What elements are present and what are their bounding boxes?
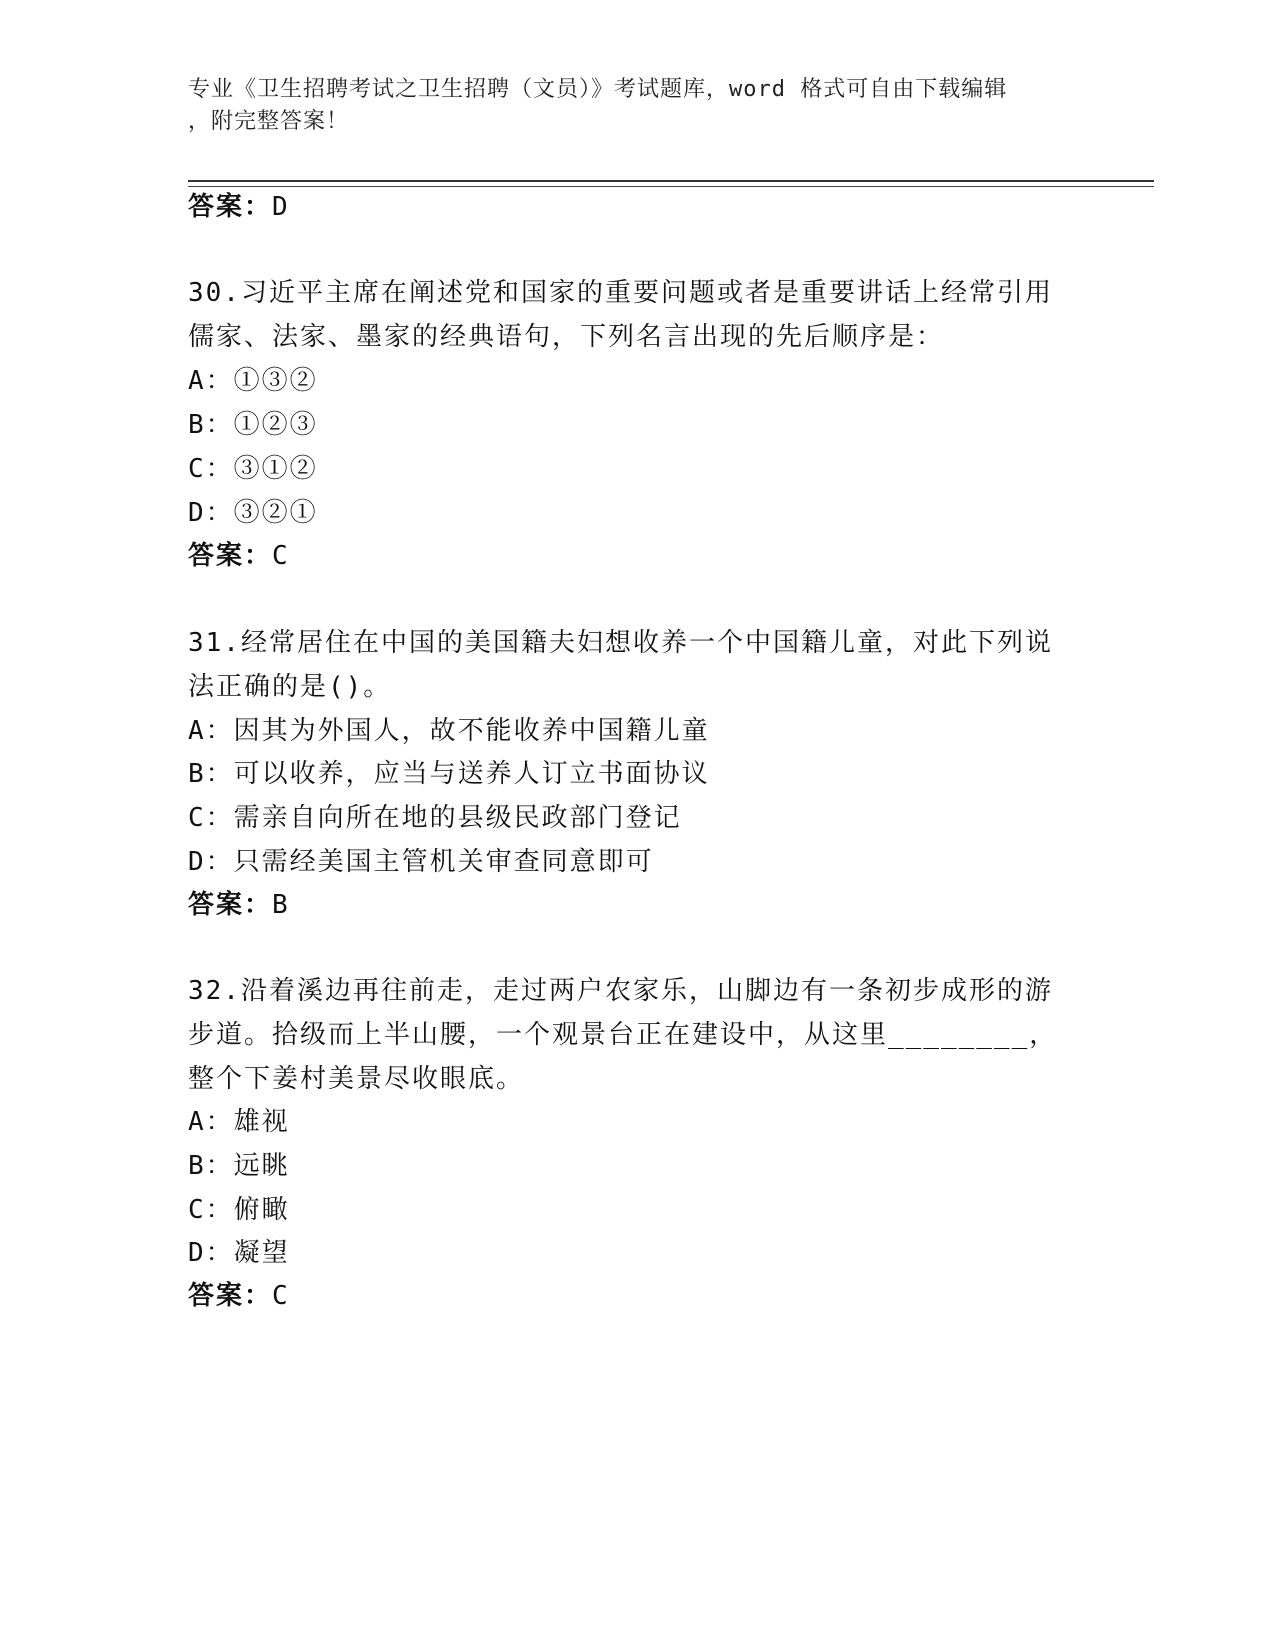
header-line-1: 专业《卫生招聘考试之卫生招聘（文员）》考试题库，word 格式可自由下载编辑 [188,77,1008,102]
answer-value: D [272,192,290,222]
option-a: A：因其为外国人，故不能收养中国籍儿童 [188,716,710,746]
option-c: C：③①② [188,454,318,484]
question-stem-line: 整个下姜村美景尽收眼底。 [188,1064,525,1094]
question-stem-line: 法正确的是()。 [188,672,392,702]
answer-line [188,884,290,921]
answer-line [188,535,290,572]
header-rule-thin [188,186,1154,187]
option-b: B：远眺 [188,1151,290,1181]
option-b: B：可以收养，应当与送养人订立书面协议 [188,759,710,789]
page-header [188,74,1068,138]
option-a: A：雄视 [188,1107,290,1137]
option-c: C：俯瞰 [188,1195,290,1225]
option-b: B：①②③ [188,410,318,440]
answer-line [188,1275,290,1312]
answer-value: B [272,890,290,920]
answer-value: C [272,541,290,571]
answer-label: 答案： [188,192,273,222]
option-a: A：①③② [188,366,318,396]
answer-line [188,186,290,223]
question-stem-line: 32.沿着溪边再往前走，走过两户农家乐，山脚边有一条初步成形的游 [188,976,1053,1006]
question-stem-line: 30.习近平主席在阐述党和国家的重要问题或者是重要讲话上经常引用 [188,278,1053,308]
answer-label: 答案： [188,541,273,571]
question-stem-line: 步道。拾级而上半山腰，一个观景台正在建设中，从这里________， [188,1020,1058,1050]
header-rule [188,180,1154,182]
answer-value: C [272,1281,290,1311]
question-stem-line: 儒家、法家、墨家的经典语句，下列名言出现的先后顺序是： [188,322,945,352]
header-line-2: ，附完整答案！ [188,109,350,134]
question-stem-line: 31.经常居住在中国的美国籍夫妇想收养一个中国籍儿童，对此下列说 [188,628,1053,658]
option-d: D：凝望 [188,1238,290,1268]
option-d: D：③②① [188,498,318,528]
answer-label: 答案： [188,890,273,920]
option-d: D：只需经美国主管机关审查同意即可 [188,847,654,877]
answer-label: 答案： [188,1281,273,1311]
option-c: C：需亲自向所在地的县级民政部门登记 [188,803,682,833]
